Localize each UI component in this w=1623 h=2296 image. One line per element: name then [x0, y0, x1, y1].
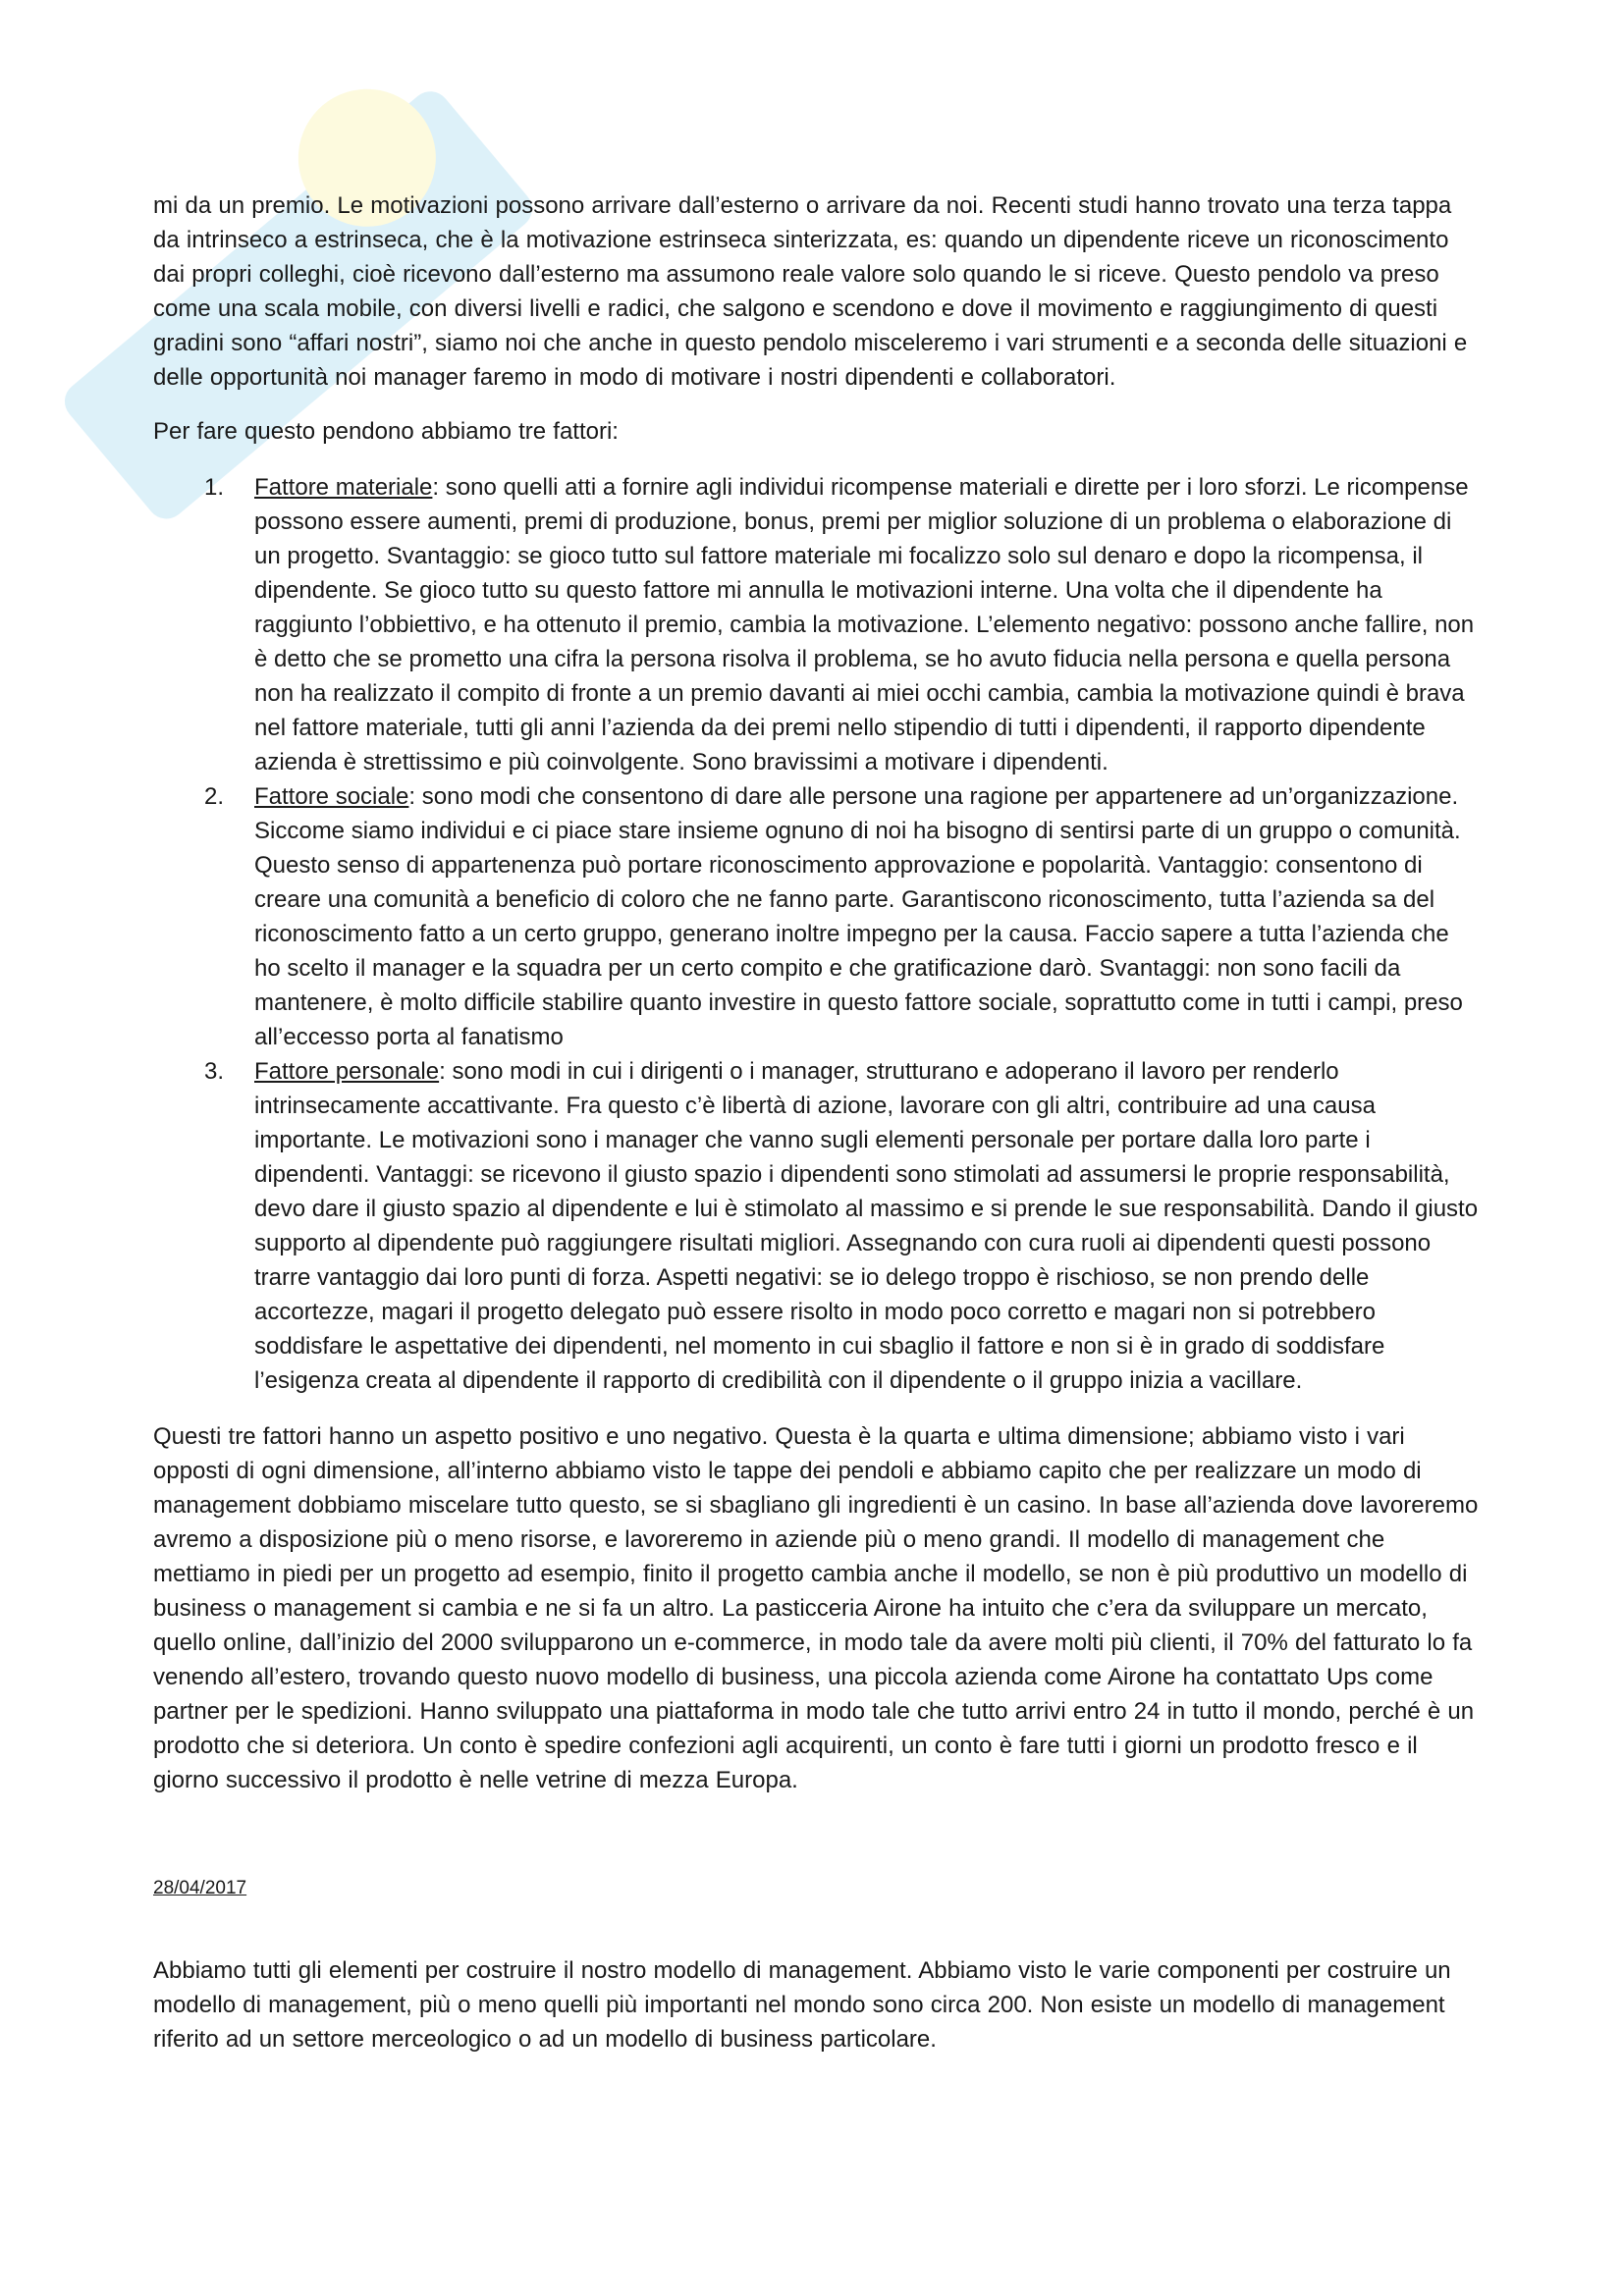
conclusion-paragraph: Questi tre fattori hanno un aspetto positivo e uno negativo. Questa è la quarta e ultima dimensione; abbiamo visto i vari opposti di ogni dimensione, all’interno abbiamo visto le tappe dei pendoli e abbiamo capito che per realizzare un modo di management dobbiamo miscelare tutto questo, se si sbagliano gli ingredienti è un casino. In base all’azienda dove lavoreremo avremo a disposizione più o meno risorse, e lavoreremo in aziende più o meno grandi. Il modello di management che mettiamo in piedi per un progetto ad esempio, finito il progetto cambia anche il modello, se non è più produttivo un modello di business o management si cambia e ne si fa un altro. La pasticceria Airone ha intuito che c’era da sviluppare un mercato, quello online, dall’inizio del 2000 svilupparono un e-commerce, in modo tale da avere molti più clienti, il 70% del fatturato lo fa venendo all’estero, trovando questo nuovo modello di business, una piccola azienda come Airone ha contattato Ups come partner per le spedizioni. Hanno sviluppato una piattaforma in modo tale che tutto arrivi entro 24 in tutto il mondo, perché è un prodotto che si deteriora. Un conto è spedire confezioni agli acquirenti, un conto è fare tutti i giorni un prodotto fresco e il giorno successivo il prodotto è nelle vetrine di mezza Europa.	[153, 1423, 1479, 1793]
list-item-number: 3.	[204, 1058, 225, 1085]
list-item	[153, 1054, 1481, 1398]
factors-intro: Per fare questo pendono abbiamo tre fattori:	[153, 418, 619, 445]
factor-title: Fattore sociale	[254, 783, 409, 810]
document-page	[153, 188, 1481, 2056]
factor-title: Fattore personale	[254, 1058, 440, 1085]
intro-paragraph: mi da un premio. Le motivazioni possono arrivare dall’esterno o arrivare da noi. Recenti studi hanno trovato una terza tappa da intrinseco a estrinseca, che è la motivazione estrinseca sinterizzata, es: quando un dipendente riceve un riconoscimento dai propri colleghi, cioè ricevono dall’esterno ma assumono reale valore solo quando le si riceve. Questo pendolo va preso come una scala mobile, con diversi livelli e radici, che salgono e scendono e dove il movimento e raggiungimento di questi gradini sono “affari nostri”, siamo noi che anche in questo pendolo misceleremo i vari strumenti e a seconda delle situazioni e delle opportunità noi manager faremo in modo di motivare i nostri dipendenti e collaboratori.	[153, 192, 1468, 391]
factor-text: : sono modi che consentono di dare alle persone una ragione per appartenere ad un’organizzazione. Siccome siamo individui e ci piace stare insieme ognuno di noi ha bisogno di sentirsi parte di un gruppo o comunità. Questo senso di appartenenza può portare riconoscimento approvazione e popolarità. Vantaggio: consentono di creare una comunità a beneficio di coloro che ne fanno parte. Garantiscono riconoscimento, tutta l’azienda sa del riconoscimento fatto a un certo gruppo, generano inoltre impegno per la causa. Faccio sapere a tutta l’azienda che ho scelto il manager e la squadra per un certo compito e che gratificazione darò. Svantaggi: non sono facili da mantenere, è molto difficile stabilire quanto investire in questo fattore sociale, soprattutto come in tutti i campi, preso all’eccesso porta al fanatismo	[254, 783, 1463, 1050]
list-item	[153, 779, 1481, 1054]
factor-title: Fattore materiale	[254, 474, 433, 501]
factors-list	[153, 470, 1481, 1398]
list-item-number: 1.	[204, 474, 225, 501]
factor-text: : sono modi in cui i dirigenti o i manager, strutturano e adoperano il lavoro per renderlo intrinsecamente accattivante. Fra questo c’è libertà di azione, lavorare con gli altri, contribuire ad una causa importante. Le motivazioni sono i manager che vanno sugli elementi personale per portare dalla loro parte i dipendenti. Vantaggi: se ricevono il giusto spazio i dipendenti sono stimolati ad assumersi le proprie responsabilità, devo dare il giusto spazio al dipendente e lui è stimolato al massimo e si prende le sue responsabilità. Dando il giusto supporto al dipendente può raggiungere risultati migliori. Assegnando con cura ruoli ai dipendenti questi possono trarre vantaggio dai loro punti di forza. Aspetti negativi: se io delego troppo è rischioso, se non prendo delle accortezze, magari il progetto delegato può essere risolto in modo poco corretto e magari non si potrebbero soddisfare le aspettative dei dipendenti, nel momento in cui sbaglio il fattore e non si è in grado di soddisfare l’esigenza creata al dipendente il rapporto di credibilità con il dipendente o il gruppo inizia a vacillare.	[254, 1058, 1479, 1394]
factor-text: : sono quelli atti a fornire agli individui ricompense materiali e dirette per i loro sforzi. Le ricompense possono essere aumenti, premi di produzione, bonus, premi per miglior soluzione di un problema o elaborazione di un progetto. Svantaggio: se gioco tutto sul fattore materiale mi focalizzo solo sul denaro e dopo la ricompensa, il dipendente. Se gioco tutto su questo fattore mi annulla le motivazioni interne. Una volta che il dipendente ha raggiunto l’obbiettivo, e ha ottenuto il premio, cambia la motivazione. L’elemento negativo: possono anche fallire, non è detto che se prometto una cifra la persona risolva il problema, se ho avuto fiducia nella persona e quella persona non ha realizzato il compito di fronte a un premio davanti ai miei occhi cambia, cambia la motivazione quindi è brava nel fattore materiale, tutti gli anni l’azienda da dei premi nello stipendio di tutti i dipendenti, il rapporto dipendente azienda è strettissimo e più coinvolgente. Sono bravissimi a motivare i dipendenti.	[254, 474, 1475, 775]
lecture-date: 28/04/2017	[153, 1878, 247, 1898]
closing-paragraph: Abbiamo tutti gli elementi per costruire il nostro modello di management. Abbiamo visto le varie componenti per costruire un modello di management, più o meno quelli più importanti nel mondo sono circa 200. Non esiste un modello di management riferito ad un settore merceologico o ad un modello di business particolare.	[153, 1957, 1451, 2053]
list-item-number: 2.	[204, 783, 225, 810]
list-item	[153, 470, 1481, 779]
